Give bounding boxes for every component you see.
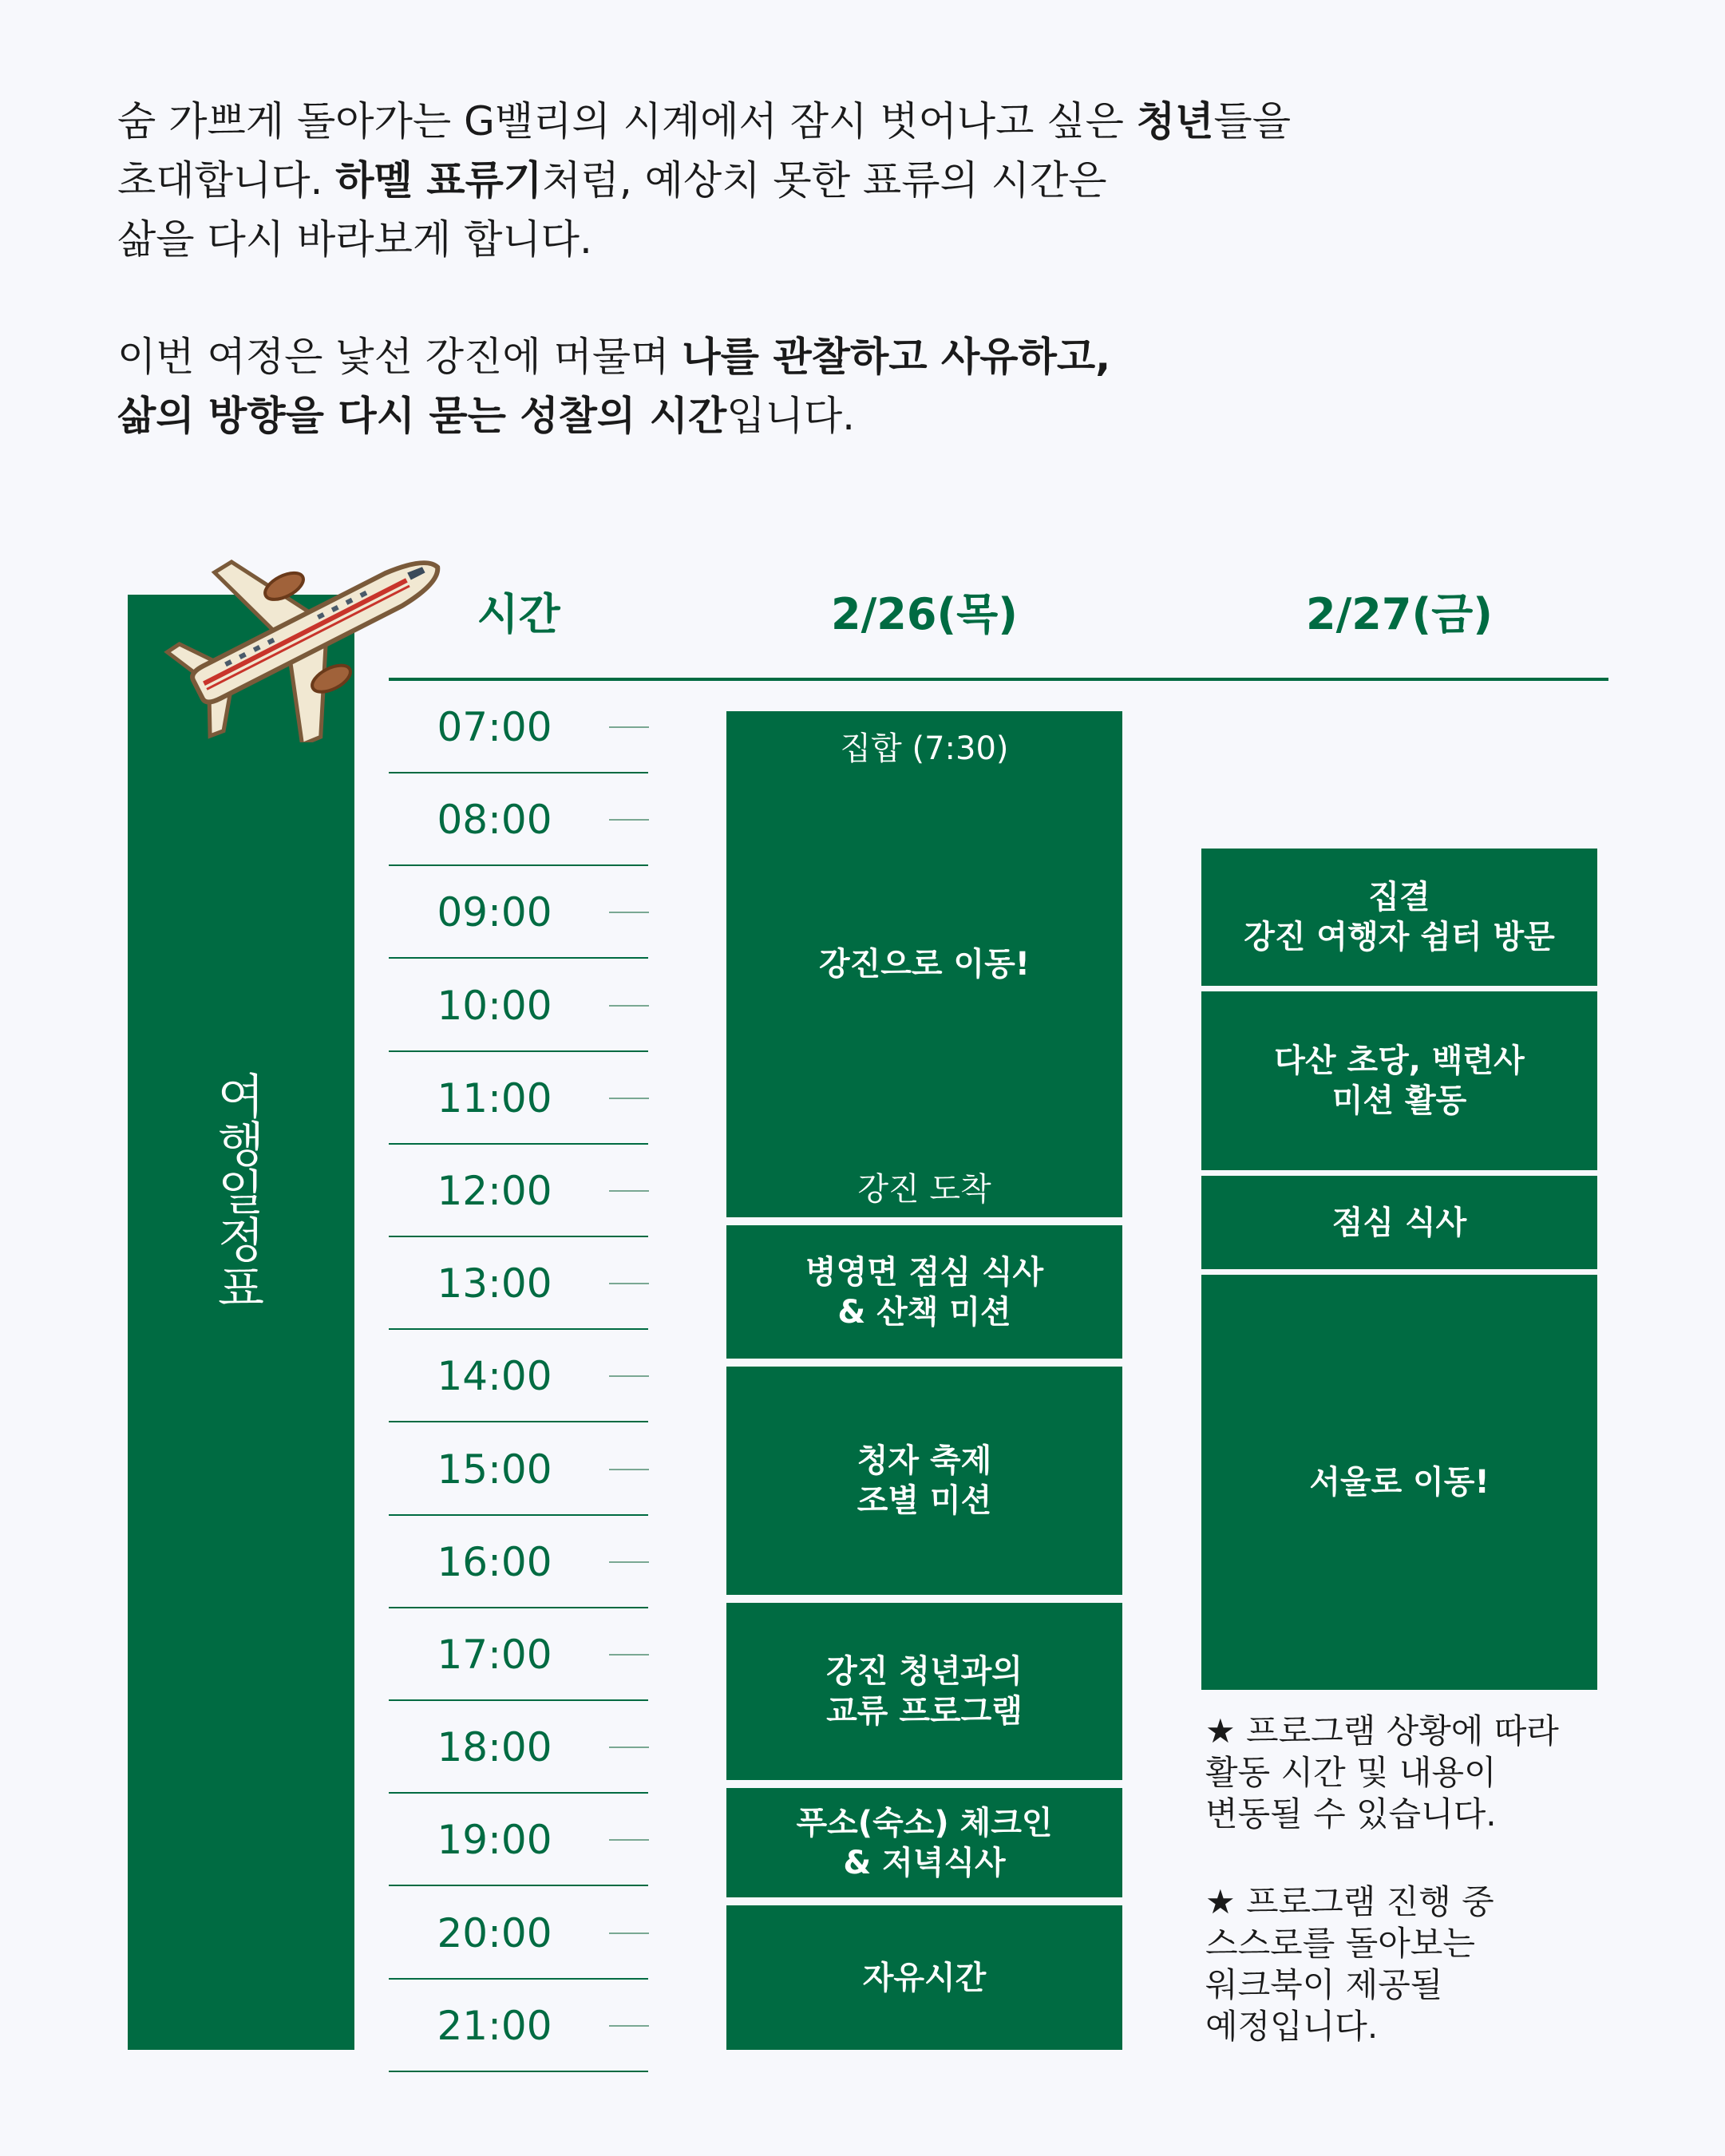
day1-free-label: 자유시간 (862, 1959, 987, 1996)
day2-mission-line: 미션 활동 (1331, 1082, 1467, 1119)
day1-gather-label: 집합 (7:30) (840, 730, 1009, 767)
time-tick (609, 912, 649, 913)
time-divider (389, 2071, 648, 2072)
time-tick (609, 1932, 649, 1934)
time-tick (609, 1375, 649, 1377)
time-label: 08:00 (437, 797, 552, 844)
time-tick (609, 2025, 649, 2027)
intro-paragraph-1 (117, 92, 1291, 269)
time-tick (609, 1469, 649, 1470)
header-day2: 2/27(금) (1306, 589, 1493, 639)
time-tick (609, 1839, 649, 1841)
time-row (389, 1794, 648, 1886)
day2-return-block (1201, 1275, 1597, 1690)
intro-line (117, 92, 1291, 151)
note-line: ★ 프로그램 진행 중 (1205, 1882, 1494, 1921)
note-workbook (1205, 1881, 1494, 2047)
day2-gather-block (1201, 849, 1597, 986)
time-label: 12:00 (437, 1168, 552, 1214)
time-row (389, 1330, 648, 1422)
time-row (389, 773, 648, 866)
time-row (389, 1423, 648, 1516)
intro-emphasis: 하멜 표류기 (335, 157, 543, 204)
intro-text: 들을 (1213, 98, 1292, 144)
time-row (389, 1052, 648, 1145)
day2-lunch-label: 점심 식사 (1331, 1204, 1467, 1241)
time-tick (609, 1005, 649, 1007)
day1-free-block (726, 1905, 1122, 2050)
note-line: 활동 시간 및 내용이 (1205, 1753, 1497, 1792)
day1-checkin-block (726, 1788, 1122, 1897)
day2-lunch-block (1201, 1176, 1597, 1269)
schedule-sidebar (128, 595, 354, 2050)
time-label: 21:00 (437, 2002, 552, 2049)
time-tick (609, 726, 649, 728)
time-tick (609, 1654, 649, 1656)
time-tick (609, 819, 649, 821)
day1-festival-block (726, 1367, 1122, 1595)
intro-text: 삶을 다시 바라보게 합니다. (117, 216, 592, 263)
note-line: 변동될 수 있습니다. (1205, 1794, 1497, 1834)
intro-emphasis: 삶의 방향을 다시 묻는 성찰의 시간 (117, 393, 727, 439)
time-row (389, 1516, 648, 1608)
note-line: 스스로를 돌아보는 (1205, 1924, 1475, 1963)
time-row (389, 1145, 648, 1237)
time-label: 19:00 (437, 1817, 552, 1864)
day1-youth-line: 강진 청년과의 (826, 1653, 1023, 1690)
note-line: 워크북이 제공될 (1205, 1965, 1443, 2004)
day1-move-label: 강진으로 이동! (818, 946, 1030, 983)
day1-arrive-label: 강진 도착 (857, 1171, 991, 1208)
day2-gather-line: 강진 여행자 쉼터 방문 (1244, 919, 1555, 955)
header-time: 시간 (477, 589, 560, 639)
intro-paragraph-2 (117, 327, 1110, 445)
header-day1: 2/26(목) (831, 589, 1018, 639)
intro-text: 처럼, 예상치 못한 표류의 시간은 (542, 157, 1107, 204)
day1-lunch-line: & 산책 미션 (837, 1293, 1011, 1331)
day1-festival-line: 청자 축제 (857, 1442, 992, 1479)
day1-lunch-line: 병영면 점심 식사 (805, 1253, 1044, 1291)
sidebar-title (128, 1070, 354, 1317)
time-label: 14:00 (437, 1353, 552, 1400)
day1-move-block (726, 711, 1122, 1217)
day1-lunch-block (726, 1225, 1122, 1359)
time-label: 16:00 (437, 1538, 552, 1585)
time-label: 13:00 (437, 1260, 552, 1307)
sidebar-title-char: 행 (218, 1118, 264, 1173)
time-label: 18:00 (437, 1724, 552, 1771)
intro-text: 초대합니다. (117, 157, 336, 204)
day1-youth-block (726, 1603, 1122, 1780)
day1-checkin-line: & 저녁식사 (843, 1844, 1006, 1881)
time-row (389, 866, 648, 959)
time-label: 15:00 (437, 1446, 552, 1493)
intro-emphasis: 청년 (1136, 98, 1214, 144)
intro-line (117, 386, 1110, 445)
intro-text: 입니다. (726, 393, 856, 439)
time-tick (609, 1283, 649, 1284)
intro-text: 이번 여정은 낯선 강진에 머물며 (117, 334, 682, 380)
time-tick (609, 1561, 649, 1563)
time-row (389, 1701, 648, 1794)
time-tick (609, 1098, 649, 1099)
time-label: 11:00 (437, 1074, 552, 1122)
time-row (389, 1237, 648, 1330)
sidebar-title-char: 여 (218, 1070, 264, 1125)
time-label: 09:00 (437, 889, 552, 936)
time-label: 10:00 (437, 982, 552, 1029)
time-row (389, 1887, 648, 1980)
time-label: 07:00 (437, 704, 552, 750)
note-line: 예정입니다. (1205, 2007, 1379, 2046)
time-tick (609, 1190, 649, 1192)
time-row (389, 1980, 648, 2072)
intro-line (117, 327, 1110, 386)
intro-text: 숨 가쁘게 돌아가는 G밸리의 시계에서 잠시 벗어나고 싶은 (117, 98, 1137, 144)
day1-youth-line: 교류 프로그램 (826, 1693, 1023, 1730)
note-line: ★ 프로그램 상황에 따라 (1205, 1711, 1559, 1751)
time-row (389, 681, 648, 773)
sidebar-title-char: 일 (218, 1165, 264, 1221)
note-schedule-change (1205, 1711, 1559, 1835)
day2-gather-line: 집결 (1368, 879, 1430, 916)
time-tick (609, 1747, 649, 1748)
time-label: 20:00 (437, 1909, 552, 1956)
time-label: 17:00 (437, 1632, 552, 1678)
time-row (389, 959, 648, 1052)
intro-line (117, 210, 1291, 269)
day2-mission-line: 다산 초당, 백련사 (1274, 1042, 1525, 1079)
time-row (389, 1608, 648, 1701)
day1-festival-line: 조별 미션 (857, 1482, 992, 1519)
sidebar-title-char: 표 (218, 1261, 264, 1317)
day1-checkin-line: 푸소(숙소) 체크인 (796, 1804, 1053, 1842)
intro-emphasis: 나를 관찰하고 사유하고, (682, 334, 1111, 380)
intro-line (117, 151, 1291, 210)
day2-mission-block (1201, 991, 1597, 1170)
sidebar-title-char: 정 (218, 1213, 264, 1269)
day2-return-label: 서울로 이동! (1309, 1464, 1490, 1501)
